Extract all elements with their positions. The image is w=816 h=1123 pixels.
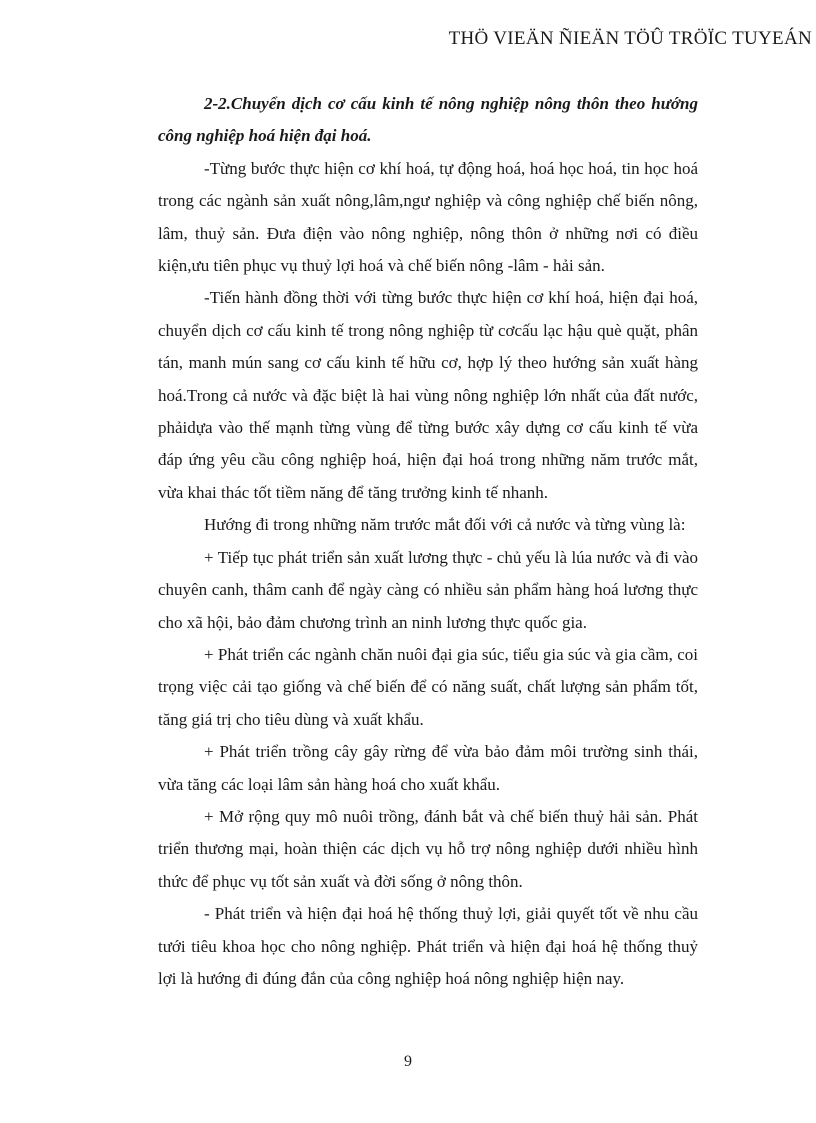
running-header: THÖ VIEÄN ÑIEÄN TÖÛ TRÖÏC TUYEÁN [448,28,812,49]
paragraph-irrigation: - Phát triển và hiện đại hoá hệ thống thuỷ lợi, giải quyết tốt về nhu cầu tưới tiêu khoa học cho nông nghiệp. Phát triển và hiện đại hoá hệ thống thuỷ lợi là hướng đi đúng đắn của công nghiệp hoá nông nghiệp hiện nay. [158,904,698,988]
paragraph-aquaculture: + Mở rộng quy mô nuôi trồng, đánh bắt và chế biến thuỷ hải sản. Phát triển thương mại, hoàn thiện các dịch vụ hỗ trợ nông nghiệp dưới nhiều hình thức để phục vụ tốt sản xuất và đời sống ở nông thôn. [158,806,698,891]
section-heading: 2-2.Chuyển dịch cơ cấu kinh tế nông nghiệp nông thôn theo hướng công nghiệp hoá hiện đại hoá. [158,94,698,146]
paragraph-restructuring: -Tiến hành đồng thời với từng bước thực hiện cơ khí hoá, hiện đại hoá, chuyển dịch cơ cấu kinh tế trong nông nghiệp từ cơcấu lạc hậu què quặt, phân tán, manh mún sang cơ cấu kinh tế hữu cơ, hợp lý theo hướng sản xuất hàng hoá.Trong cả nước và đặc biệt là hai vùng nông nghiệp lớn nhất của đất nước, phảidựa vào thế mạnh từng vùng để từng bước xây dựng cơ cấu kinh tế vừa đáp ứng yêu cầu công nghiệp hoá, hiện đại hoá trong những năm trước mắt, vừa khai thác tốt tiềm năng để tăng trưởng kinh tế nhanh. [158,288,698,502]
paragraph-mechanization: -Từng bước thực hiện cơ khí hoá, tự động hoá, hoá học hoá, tin học hoá trong các ngành sản xuất nông,lâm,ngư nghiệp và công nghiệp chế biến nông, lâm, thuỷ sản. Đưa điện vào nông nghiệp, nông thôn ở những nơi có điều kiện,ưu tiên phục vụ thuỷ lợi hoá và chế biến nông -lâm - hải sản. [158,158,698,276]
paragraph-direction-intro: Hướng đi trong những năm trước mắt đối với cả nước và từng vùng là: [204,515,686,535]
paragraph-food-production: + Tiếp tục phát triển sản xuất lương thực - chủ yếu là lúa nước và đi vào chuyên canh, thâm canh để ngày càng có nhiều sản phẩm hàng hoá lương thực cho xã hội, bảo đảm chương trình an ninh lương thực quốc gia. [158,547,698,632]
paragraph-livestock: + Phát triển các ngành chăn nuôi đại gia súc, tiểu gia súc và gia cầm, coi trọng việc cải tạo giống và chế biến để có năng suất, chất lượng sản phẩm tốt, tăng giá trị cho tiêu dùng và xuất khẩu. [158,644,698,729]
paragraph-forestry: + Phát triển trồng cây gây rừng để vừa bảo đảm môi trường sinh thái, vừa tăng các loại lâm sản hàng hoá cho xuất khẩu. [158,742,698,794]
page-number: 9 [404,1053,412,1070]
document-body [158,88,698,995]
